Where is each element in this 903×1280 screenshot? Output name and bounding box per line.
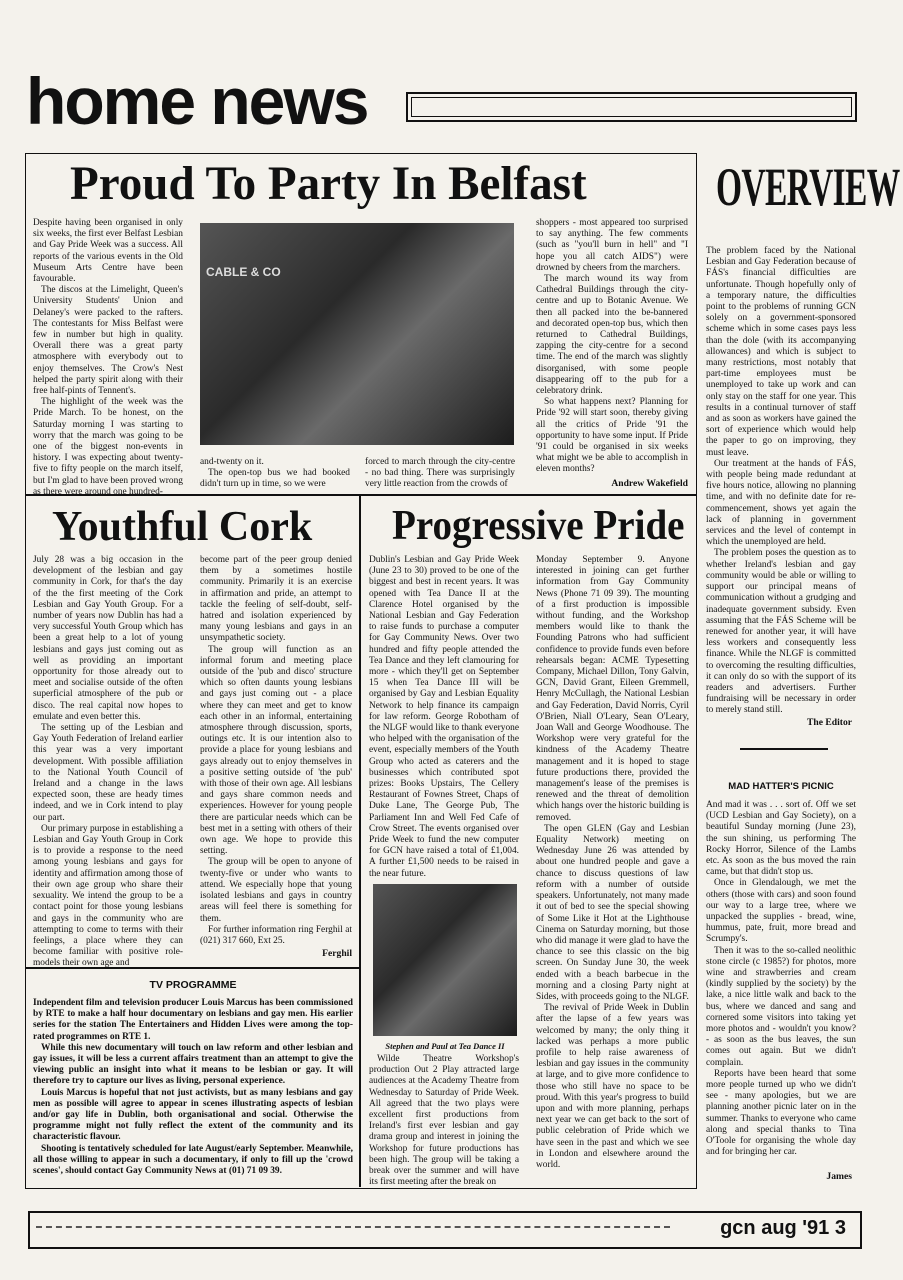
- paragraph: shoppers - most appeared too surprised to say anything. The few comments (such as "you'll burn in hell" and "I hope you all catch AIDS") were drowned by cheers from the marchers.: [536, 218, 688, 273]
- picnic-author: James: [826, 1171, 852, 1182]
- paragraph: The highlight of the week was the Pride March. To be honest, on the Saturday morning I was starting to worry that the march was going to be one of the biggest non-events in history. I was expecting about twenty-five to fifty people on the march itself, but I'm glad to have been proved wrong as there were around one hundred-: [33, 397, 183, 497]
- footer-bar: [28, 1211, 862, 1249]
- pride-march-photo: [200, 223, 514, 445]
- paragraph: The open GLEN (Gay and Lesbian Equality Network) meeting on Wednesday June 26 was attended by about one hundred people and gave a chance to discuss questions of law reform with a number of outside speakers. Unfortunately, not many made it out of bed to see the special showing of Some Like it Hot at the Lighthouse Cinema on Saturday morning, but those who did manage it were glad to have the chance to see this classic on the big screen. On Sunday June 30, the week ended with a beach barbecue in the morning and a closing Party night at Sides, with proceeds going to the NLGF.: [536, 823, 689, 1002]
- photo-caption: Stephen and Paul at Tea Dance II: [385, 1041, 505, 1051]
- paragraph: Our primary purpose in establishing a Lesbian and Gay Youth Group in Cork is to provide a response to the need among young lesbians and gays for identity and affirmation among those of their own age group who share their sexuality. We intend the group to be a contact point for those young lesbians and gays in the community who are attempting to come to terms with their feelings, a place where they can become familiar with positive role-models their own age and: [33, 823, 183, 969]
- paragraph: Once in Glendalough, we met the others (those with cars) and soon found our way to a large tree, where we unpacked the supplies - bread, wine, hummus, pate, fruit, more bread and Scrumpy's.: [706, 878, 856, 945]
- paragraph: Louis Marcus is hopeful that not just activists, but as many lesbians and gay men as possible will agree to appear in scenes illustrating aspects of lesbian and/or gay life in Dublin, both organisational and social. Otherwise the programme might not fully reflect the extent of the community and its characteristic flavour.: [33, 1087, 353, 1143]
- sidebar-divider: [740, 748, 828, 750]
- cork-col-2: [200, 555, 352, 946]
- paragraph: Independent film and television producer Louis Marcus has been commissioned by RTE to make a half hour documentary on lesbians and gay men. His earlier series for the station The Entertainers and Hidden Lives were among the top-rated programmes on RTE 1.: [33, 998, 353, 1042]
- cork-col-1: [33, 555, 183, 969]
- paragraph: forced to march through the city-centre - no bad thing. There was surprisingly very little reaction from the crowds of: [365, 457, 515, 490]
- paragraph: The group will function as an informal forum and meeting place outside of the 'pub and disco' structure which so often daunts young lesbians and gays just coming out - a place where they can meet and get to know each other in an informal, entertaining atmosphere through discussion, sports, outings etc. It is our intention also to provide a place for young lesbians and gays already out to enjoy themselves in a positive setting outside of 'the pub' with those of their own age. All lesbians and gays share common needs and experiences. However for young people there are particular needs which can be best met in a setting with others of their own age. We hope to provide this setting.: [200, 644, 352, 857]
- paragraph: So what happens next? Planning for Pride '92 will start soon, thereby giving all the critics of Pride '91 the opportunity to have some input. If Pride '91 could be organised in six weeks what might we be able to accomplish in eleven months?: [536, 397, 688, 475]
- belfast-col-4: [536, 218, 688, 476]
- paragraph: The march wound its way from Cathedral Buildings through the city-centre and up to Botanic Avenue. We then all packed into the be-bannered and decorated open-top bus, which then returned to Cathedral Buildings, zapping the city-centre for a second time. The end of the march was slightly disorganised, with some people disappearing off to the pub for a celebratory drink.: [536, 274, 688, 397]
- belfast-headline: Proud To Party In Belfast: [70, 157, 587, 210]
- overview-body: [706, 246, 856, 716]
- cork-headline: Youthful Cork: [52, 504, 313, 550]
- pride-col-1b: [369, 1054, 519, 1188]
- belfast-col-2: [200, 457, 350, 490]
- pride-col-1: [369, 555, 519, 879]
- paragraph: The open-top bus we had booked didn't turn up in time, so we were: [200, 468, 350, 490]
- overview-author: The Editor: [806, 717, 852, 728]
- cork-pride-divider: [359, 495, 361, 1187]
- paragraph: and-twenty on it.: [200, 457, 264, 467]
- tv-title: TV PROGRAMME: [149, 979, 237, 991]
- paragraph: And mad it was . . . sort of. Off we set (UCD Lesbian and Gay Society), on a beautiful Sunday morning (June 23), the sun shining, us performing The Rocky Horror, Silence of the Lambs etc. As soon as the bus moved the rain came, but that didn't stop us.: [706, 800, 856, 878]
- section-masthead: home news: [26, 64, 368, 138]
- paragraph: The problem faced by the National Lesbian and Gay Federation because of FÁS's financial difficulties are unfortunate. Though hopefully only of a temporary nature, the difficulties point to the problems of running GCN solely on a government-sponsored scheme which in some cases pays less than the dole (with its accompanying allowances) and which is subject to many restrictions, most notably that part-time employees must be unemployed to take up work and can only stay on the staff for one year. This results in a continual turnover of staff and as soon as workers have gained the sort of experience which would help the paper to go on improving, they must leave.: [706, 246, 856, 458]
- pride-headline: Progressive Pride: [392, 503, 685, 549]
- paragraph: The problem poses the question as to whether Ireland's lesbian and gay community would be able or willing to support our principal means of communication without a grudging and inadequate government subsidy. Even assuming that the FÁS Scheme will be renewed for another year, it will have less workers and consequently less finance. While the NLGF is committed to overcoming the resulting difficulties, it can only do so with the support of its readers and advertisers. Further fundraising will be necessary in order to merely stand still.: [706, 548, 856, 716]
- paragraph: For further information ring Ferghil at (021) 317 660, Ext 25.: [200, 924, 352, 946]
- picnic-body: [706, 800, 856, 1160]
- paragraph: Our treatment at the hands of FÁS, with people being made redundant at five hours notice, allowing no planning time, and with no definite date for re-commencement, shows yet again the lack of planning in government services and the level of contempt in which the unemployed are held.: [706, 458, 856, 548]
- overview-headline: OVERVIEW: [716, 157, 900, 217]
- tv-body: [33, 998, 353, 1182]
- picnic-title: MAD HATTER'S PICNIC: [728, 781, 834, 792]
- paragraph: Shooting is tentatively scheduled for late August/early September. Meanwhile, all those willing to appear in such a documentary, if only to fill up the 'crowd scenes', should contact Gay Community News at (01) 71 09 39.: [33, 1143, 353, 1177]
- paragraph: The discos at the Limelight, Queen's University Students' Union and Delaney's were packed to the rafters. The contestants for Miss Belfast were few in number but high in quality. Overall there was a great party atmosphere with everybody out to enjoy themselves. The Crow's Nest helped the party spirit along with their free half-pints of Tennent's.: [33, 285, 183, 397]
- paragraph: Monday September 9. Anyone interested in joining can get further information from Gay Community News (Phone 71 09 39). The mounting of a first production is impossible without funding, and the Workshop members would like to thank the Founding Patrons who had sufficient confidence to provide funds even before rehearsals began: ACME Typesetting Company, Michael Dillon, Tony Galvin, GCN, David Grant, Eileen Gremmell, Henry McCullagh, the National Lesbian and Gay Federation, David Norris, Cyril O'Brien, Niall O'Leary, Sean O'Leary, Joan Wall and George Woodhouse. The Workshop were very grateful for the kindness of the Academy Theatre management and it is hoped to stage future productions there, provided the management's lease of the premises is renewed and the threat of demolition which hangs over the historic building is removed.: [536, 555, 689, 823]
- pride-col-2: [536, 555, 689, 1182]
- paragraph: Reports have been heard that some more people turned up who we didn't see - many apologies, but we are planning another picnic later on in the summer. Thanks to everyone who came along and special thanks to Tina O'Toole for organising the whole day and for bringing her car.: [706, 1068, 856, 1158]
- photo-sign: CABLE & CO: [206, 265, 281, 279]
- paragraph: Then it was to the so-called neolithic stone circle (c 1985?) for photos, more wine and strawberries and cream (kindly supplied by the society) by the lake, a nice little walk and back to the bus, where we danced and sang and cornered some visitors into taking yet more photos and - wouldn't you know? - as soon as the bus leaves, the sun comes out again. But we didn't complain.: [706, 945, 856, 1068]
- paragraph: Despite having been organised in only six weeks, the first ever Belfast Lesbian and Gay Pride Week was a success. All reports of the various events in the Old Museum Arts Centre have been favourable.: [33, 218, 183, 285]
- paragraph: While this new documentary will touch on law reform and other lesbian and gay issues, it will be less a current affairs treatment than an attempt to give the viewing public an insight into what it means to be lesbian or gay. It will therefore try to capture our lives as living, personal experience.: [33, 1042, 353, 1087]
- belfast-col-3: [365, 457, 515, 490]
- belfast-col-1: [33, 218, 183, 497]
- paragraph: become part of the peer group denied them by a sometimes hostile community. Primarily it is an exercise in affirmation and pride, an attempt to tackle the feeling of self-doubt, self-hatred and isolation experienced by many young lesbians and gays in an unsympathetic society.: [200, 555, 352, 644]
- belfast-author: Andrew Wakefield: [611, 478, 688, 489]
- paragraph: July 28 was a big occasion in the development of the lesbian and gay community in Cork, for that's the day of the the first meeting of the Cork Lesbian and Gay Youth Group. For a number of years now Dublin has had a very successful Youth Group which has been a great help to a lot of young lesbians and gays just coming out as well as providing an important opportunity for those already out to meet and socialise outside of the often superficial atmosphere of the pub or disco. The real capital now hopes to emulate and even better this.: [33, 555, 183, 722]
- paragraph: Dublin's Lesbian and Gay Pride Week (June 23 to 30) proved to be one of the biggest and best in recent years. It was opened with Tea Dance II at the Clarence Hotel organised by the National Lesbian and Gay Federation to raise funds to purchase a computer for Gay Community News. Over two hundred and fifty people attended the Tea Dance and they left clamouring for more - which they'll get on September 15 when Tea Dance III will be organised by Gay and Lesbian Equality Network to help finance its campaign for law reform. George Robotham of the NLGF would like to thank everyone who helped with the organisation of the event, especially members of the Youth Group who acted as caterers and the businesses which contributed spot prizes: Books Upstairs, The Cellery Restaurant of Fownes Street, Chaps of Duke Lane, The George Pub, The Parliament Inn and Well Fed Cafe of Crow Street. The events organised over Pride Week to fund the new computer for GCN have raised a total of £1,004. A further £1,500 needs to be raised in the near future.: [369, 555, 519, 879]
- tea-dance-photo: [373, 884, 517, 1036]
- paragraph: Wilde Theatre Workshop's production Out 2 Play attracted large audiences at the Academy Theatre from Wednesday to Saturday of Pride Week. All agreed that the two plays were excellent first productions from Ireland's first ever lesbian and gay drama group and interest in joining the Workshop for future productions has been high. The group will be taking a break over the summer and will have its first meeting after the break on: [369, 1054, 519, 1188]
- paragraph: The revival of Pride Week in Dublin after the lapse of a few years was welcomed by many; the only thing it lacked was perhaps a more public profile to help raise awareness of lesbian and gay issues in the community at large, and to give more confidence to those who still have no space to be proud. With this year's progress to build upon and with more planning, perhaps next year we can get back to the sort of public celebration of Pride which we have seen in the past and which we see in London and elsewhere around the world.: [536, 1003, 689, 1170]
- cork-author: Ferghil: [322, 948, 352, 959]
- page-folio: gcn aug '91 3: [720, 1217, 846, 1239]
- masthead-bar: [406, 92, 857, 122]
- paragraph: The group will be open to anyone of twenty-five or under who wants to attend. We especially hope that young isolated lesbians and gays in country areas will feel there is something for them.: [200, 857, 352, 924]
- paragraph: The setting up of the Lesbian and Gay Youth Federation of Ireland earlier this year was a very important development. With possible affiliation to the National Youth Council of Ireland and a change in the laws expected soon, these are heady times indeed, and we in Cork intend to play our part.: [33, 723, 183, 823]
